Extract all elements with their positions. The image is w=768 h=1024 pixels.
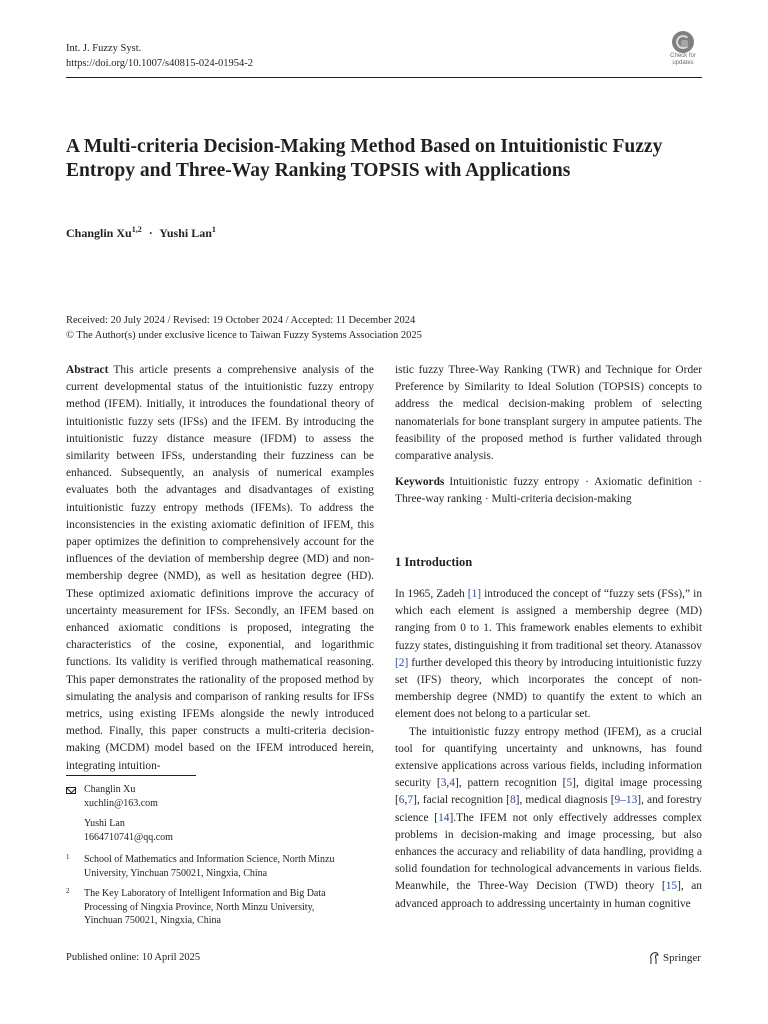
abstract-continuation-text: istic fuzzy Three-Way Ranking (TWR) and Technique for Order Preference by Similarity to Ideal Solution (TOPSIS) concepts to address the medical decision-making problem of selecting nanomaterials for bone transplant surgery in amputee patients. The feasibility of the proposed method is further validated through comparative analysis. — [395, 364, 702, 463]
keywords-label: Keywords — [395, 476, 445, 488]
contact-email[interactable]: 1664710741@qq.com — [84, 832, 173, 843]
citation-link[interactable]: 14 — [438, 811, 450, 824]
license-line: © The Author(s) under exclusive licence to Taiwan Fuzzy Systems Association 2025 — [66, 329, 422, 341]
published-date: Published online: 10 April 2025 — [66, 952, 201, 963]
citation-link[interactable]: 15 — [665, 880, 678, 893]
journal-header — [66, 41, 253, 71]
author-name[interactable]: Changlin Xu — [66, 226, 132, 240]
contact-name: Yushi Lan — [84, 818, 125, 829]
paragraph: The intuitionistic fuzzy entropy method (IFEM), as a crucial tool for quantifying uncertainty and unknowns, has found extensive applications across various fields, including information security [3,4], pattern recognition [5], digital image processing [6,7], facial recognition [8], medical diagnosis [9–13], and forestry science [14].The IFEM not only effectively addresses complex problems in decision-making and image processing, but also enhances the accuracy and reliability of data handling, providing a solid foundation for technological advancements in various fields. Meanwhile, the Three-Way Decision (TWD) theory [15], an advanced approach to addressing uncertainty in human cognitive — [395, 725, 702, 910]
section-heading: 1 Introduction — [395, 555, 473, 569]
springer-horse-icon — [648, 951, 660, 965]
citation-link[interactable]: 9–13 — [614, 794, 638, 807]
publication-history — [66, 314, 422, 343]
affiliation — [66, 887, 354, 928]
publisher-name: Springer — [663, 952, 701, 964]
citation-link[interactable]: 7 — [407, 794, 414, 807]
citation-link[interactable]: [2] — [395, 656, 409, 669]
contact-name: Changlin Xu — [84, 784, 136, 795]
affiliation-number: 1 — [66, 853, 70, 861]
article-title: A Multi-criteria Decision-Making Method Based on Intuitionistic Fuzzy Entropy and Three-Way Ranking TOPSIS with Applications — [66, 136, 663, 181]
abstract-continuation — [395, 362, 702, 465]
introduction-body — [395, 586, 702, 913]
keywords-text: Intuitionistic fuzzy entropy · Axiomatic definition · Three-way ranking · Multi-criteria decision-making — [395, 476, 702, 506]
paragraph: In 1965, Zadeh [1] introduced the concept of “fuzzy sets (FSs),” in which each element is assigned a membership degree (MD) ranging from 0 to 1. This framework enables elements to exhibit fuzzy states, distinguishing it from traditional set theory. Atanassov [2] further developed this theory by introducing intuitionistic fuzzy set (IFS) theory, which incorporates the concept of non-membership degree (NMD) to quantify the extent to which an element does not belong to a particular set. — [395, 588, 703, 721]
author-name[interactable]: Yushi Lan — [159, 226, 212, 240]
abstract-label: Abstract — [66, 364, 109, 376]
citation-link[interactable]: 8 — [509, 794, 516, 807]
citation-link[interactable]: 6 — [398, 794, 405, 807]
citation-link[interactable]: 3 — [440, 777, 447, 790]
doi-link[interactable]: https://doi.org/10.1007/s40815-024-01954-2 — [66, 58, 254, 69]
check-updates-icon — [672, 31, 694, 53]
abstract — [66, 362, 374, 775]
citation-link[interactable]: [1] — [467, 588, 482, 600]
footnote-rule — [66, 775, 196, 776]
header-rule — [66, 77, 702, 78]
envelope-icon — [66, 787, 76, 794]
abstract-text: This article presents a comprehensive analysis of the current developmental status of the intuitionistic fuzzy entropy method (IFEM). Initially, it introduces the foundational theory of intuitionistic fuzzy sets (IFSs) and the IFEM. By introducing the intuitionistic fuzzy distance measure (IFDM) to assess the similarity between IFSs, understanding their fuzziness can be enhanced. Subsequently, an analysis of numerical examples evaluates both the advantages and disadvantages of existing intuitionistic fuzzy entropy methods (IFEMs). To address the inconsistencies in the existing axiomatic definition of IFEM, this paper optimizes the definition to comprehensively account for the influences of the deviation of membership degree (MD) and non-membership degree (NMD), as well as hesitation degree (HD). These optimized axiomatic definitions improve the accuracy of uncertainty measurement for IFSs. Secondly, an IFEM based on enhanced axiomatic conditions is proposed, integrating the characteristics of the cosine, exponential, and logarithmic functions. Its validity is verified through mathematical reasoning. This paper demonstrates the rationality of the proposed method by simulating the analysis and comparison of ranking results for IFSs metrics, using existing IFEMs alongside the newly introduced method. Finally, this paper constructs a multi-criteria decision-making (MCDM) model based on the IFEM introduced herein, integrating intuition- — [66, 364, 374, 772]
dates-line: Received: 20 July 2024 / Revised: 19 October 2024 / Accepted: 11 December 2024 — [66, 315, 416, 326]
citation-link[interactable]: 4 — [449, 777, 455, 790]
journal-name: Int. J. Fuzzy Syst. — [66, 43, 142, 54]
affiliation-text: The Key Laboratory of Intelligent Information and Big Data Processing of Ningxia Province, North Minzu University, Yinchuan 750021, Ningxia, China — [84, 888, 326, 927]
publisher-logo — [648, 951, 701, 965]
badge-line-2: updates — [672, 59, 694, 66]
affiliation-number: 2 — [66, 887, 70, 895]
affiliation — [66, 853, 354, 880]
contact-email[interactable]: xuchlin@163.com — [84, 798, 158, 809]
author-affiliation-marker: 1,2 — [131, 225, 142, 234]
affiliation-text: School of Mathematics and Information Science, North Minzu University, Yinchuan 750021, Ningxia, China — [84, 854, 335, 879]
badge-line-1: Check for — [670, 53, 696, 59]
author-affiliation-marker: 1 — [211, 225, 216, 234]
correspondence — [66, 783, 173, 845]
keywords — [395, 474, 702, 508]
citation-link[interactable]: 5 — [566, 777, 573, 790]
author-line — [66, 225, 216, 241]
author-separator: · — [148, 226, 153, 240]
check-for-updates-badge[interactable] — [664, 30, 702, 68]
